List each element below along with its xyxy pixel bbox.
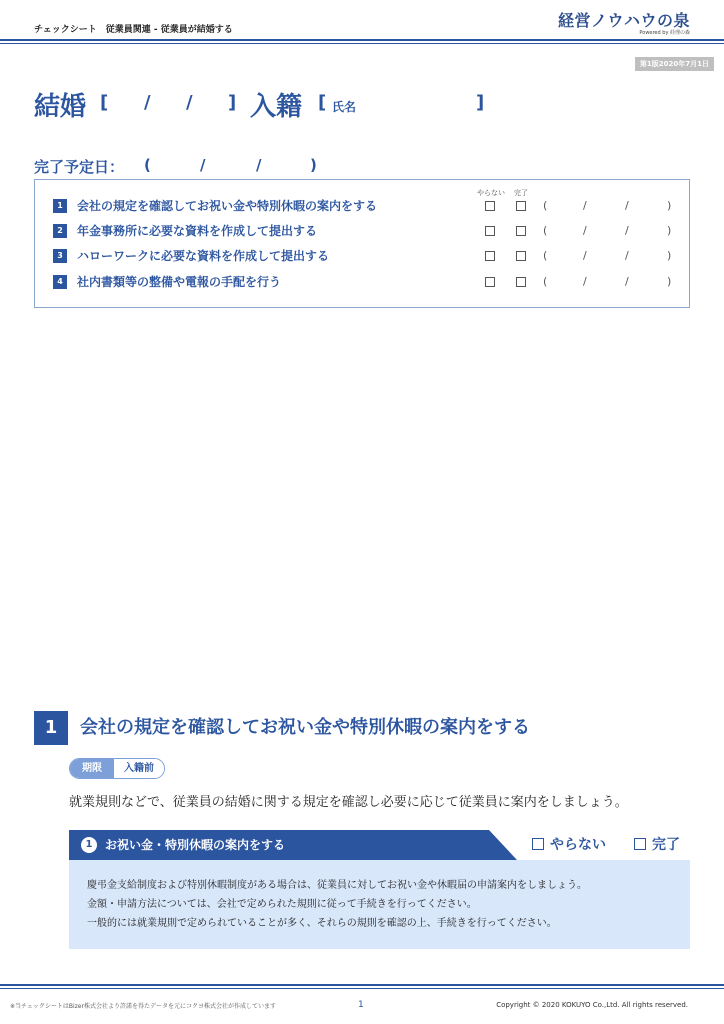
page-number: 1 (358, 1000, 364, 1010)
date-slash: / (583, 224, 587, 237)
checklist-row (53, 248, 673, 266)
title-bracket-close: ] (228, 92, 237, 113)
task-number: 1 (53, 199, 67, 213)
title-bracket-open: [ (100, 92, 109, 113)
section-heading (34, 711, 690, 745)
task-number: 4 (53, 275, 67, 289)
date-slash: / (625, 199, 629, 212)
date-paren-open: ( (543, 249, 548, 262)
header-divider (0, 39, 724, 41)
date-paren-close: ) (667, 224, 672, 237)
note-line: 金額・申請方法については、会社で定められた規則に従って手続きを行ってください。 (87, 899, 477, 910)
due-slash-1: / (200, 156, 206, 174)
done-checkbox[interactable] (634, 838, 646, 850)
title-name-bracket-close: ] (476, 92, 485, 113)
title-slash-1: / (144, 92, 151, 113)
deadline-pill (69, 758, 165, 779)
due-label: 完了予定日： (34, 158, 125, 176)
date-paren-close: ) (667, 275, 672, 288)
skip-label: やらない (550, 837, 606, 853)
task-label: 会社の規定を確認してお祝い金や特別休暇の案内をする (77, 199, 378, 213)
done-checkbox[interactable] (516, 251, 526, 261)
title-registration: 入籍 (250, 92, 303, 122)
logo-title: 経営ノウハウの泉 (557, 11, 690, 30)
done-label: 完了 (652, 837, 680, 853)
note-line: 一般的には就業規則で定められていることが多く、それらの規則を確認の上、手続きを行ってください。 (87, 918, 557, 929)
task-label: ハローワークに必要な資料を作成して提出する (77, 249, 330, 263)
done-checkbox[interactable] (516, 201, 526, 211)
section-description: 就業規則などで、従業員の結婚に関する規定を確認し必要に応じて従業員に案内をしましょう。 (69, 795, 628, 810)
date-slash: / (625, 224, 629, 237)
date-slash: / (625, 249, 629, 262)
done-checkbox[interactable] (516, 226, 526, 236)
date-paren-close: ) (667, 249, 672, 262)
due-paren-open: ( (144, 156, 151, 174)
edition-badge: 第1版2020年7月1日 (635, 57, 714, 71)
task-number: 2 (53, 224, 67, 238)
section-title: 会社の規定を確認してお祝い金や特別休暇の案内をする (80, 717, 530, 738)
checklist-row (53, 198, 673, 216)
skip-checkbox[interactable] (485, 251, 495, 261)
title-slash-2: / (186, 92, 193, 113)
date-slash: / (625, 275, 629, 288)
footer-note: ※当チェックシートはBizer株式会社より許諾を得たデータを元にコクヨ株式会社が作成しています (10, 1003, 276, 1010)
copyright: Copyright © 2020 KOKUYO Co.,Ltd. All rights reserved. (496, 1001, 688, 1009)
date-paren-open: ( (543, 224, 548, 237)
date-slash: / (583, 249, 587, 262)
date-slash: / (583, 275, 587, 288)
skip-checkbox[interactable] (485, 277, 495, 287)
col-done-header: 完了 (514, 189, 528, 197)
subtask-number: 1 (81, 837, 97, 853)
breadcrumb: チェックシート 従業員関連 - 従業員が結婚する (34, 25, 233, 35)
col-skip-header: やらない (477, 189, 505, 197)
subtask-title: お祝い金・特別休暇の案内をする (105, 838, 286, 852)
date-paren-open: ( (543, 199, 548, 212)
skip-checkbox[interactable] (485, 226, 495, 236)
date-paren-open: ( (543, 275, 548, 288)
date-paren-close: ) (667, 199, 672, 212)
deadline-label: 期限 (70, 759, 114, 778)
skip-checkbox[interactable] (532, 838, 544, 850)
deadline-value: 入籍前 (114, 759, 164, 778)
checklist-panel (34, 179, 690, 308)
subtask-done-option[interactable] (634, 834, 680, 854)
logo (558, 8, 690, 36)
checklist-row (53, 223, 673, 241)
task-label: 年金事務所に必要な資料を作成して提出する (77, 224, 318, 238)
date-slash: / (583, 199, 587, 212)
due-paren-close: ) (310, 156, 317, 174)
title-name-bracket-open: [ (318, 92, 327, 113)
subtask-skip-option[interactable] (532, 834, 606, 854)
task-label: 社内書類等の整備や電報の手配を行う (77, 275, 282, 289)
skip-checkbox[interactable] (485, 201, 495, 211)
title-event: 結婚 (34, 92, 87, 122)
due-slash-2: / (256, 156, 262, 174)
subtask-header (69, 830, 517, 860)
checklist-row (53, 274, 673, 292)
footer-divider-thin (0, 988, 724, 989)
header-divider-thin (0, 43, 724, 44)
footer-divider (0, 984, 724, 986)
done-checkbox[interactable] (516, 277, 526, 287)
title-name-label: 氏名 (332, 100, 357, 114)
logo-subtitle: Powered by 経理の森 (639, 30, 690, 36)
subtask-note (69, 860, 690, 949)
task-number: 3 (53, 249, 67, 263)
section-number: 1 (34, 711, 68, 745)
note-line: 慶弔金支給制度および特別休暇制度がある場合は、従業員に対してお祝い金や休暇届の申請案内をしましょう。 (87, 880, 587, 891)
